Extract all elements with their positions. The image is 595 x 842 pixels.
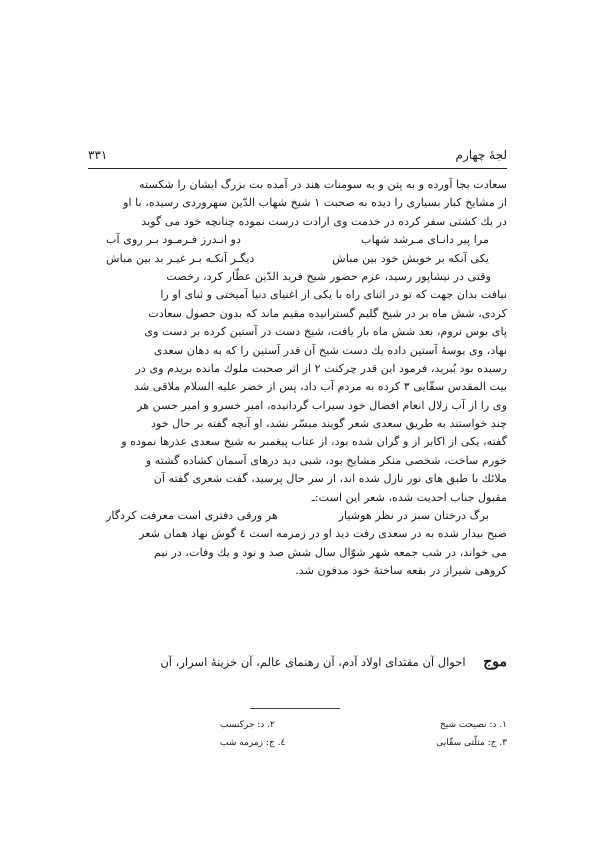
text-line: وقتی در نیشاپور رسید، عزم حضور شیخ فرید الدّین عطّار کرد، رخصت (166, 269, 491, 283)
text-line: چند خواستند به طریق سعدی شعر گویند میسّر نشد، او آنچه گفته بر حال خود (150, 417, 507, 431)
text-line: پای بوس نروم، بعد شش ماه بار یافت، شیخ دست در آستین کرده بر دست وی (144, 325, 507, 339)
hemistich-left: هر ورقی دفتری است معرفت کردگار (106, 509, 278, 523)
running-header (88, 148, 507, 164)
text-line: نیافت بدان جهت که تو در اثنای راه با یکی از اغنیای دنیا آمیختی و ثنای او را (160, 288, 507, 302)
footnote-row (220, 734, 507, 752)
text-line: از مشایخ کبار بسیاری را دیده به صحبت ۱ شیخ شهاب الدّین سهروردی رسیده، با او (123, 196, 507, 210)
text-line: خورم ساخت، شخصی منکر مشایخ بود، شبی دید درهای آسمان کشاده گشته و (145, 453, 507, 467)
text-line: مقبول جناب احدیت شده، شعر این است:ـ (311, 490, 507, 504)
text-line: ملائك با طبق های نور نازل شده اند، از سر حال پرسید، گفت شعری گفته آن (153, 472, 507, 486)
section-label: موج (483, 654, 507, 670)
text-line: کروهی شیراز در بقعه ساختهٔ خود مدفون شد. (295, 564, 507, 578)
text-line: صبح بیدار شده به در سعدی رفت دید او در زمزمه است ٤ گوش نهاد همان شعر (139, 527, 507, 541)
header-rule (88, 168, 507, 169)
footnote: ۳. ج: مثلّثی سقّایی (436, 738, 507, 748)
verse-couplet (88, 231, 507, 249)
footnote: ٤. ج: زمزمه شب (220, 738, 286, 748)
text-line: کردی، شش ماه بر در شیخ گلیم گسترانیده مقیم ماند که بدون حصول سعادت (148, 306, 507, 320)
footnote: ۲. د: جرکنسب (220, 720, 275, 730)
text-line: سعادت بجا آورده و به پتن و به سومنات هند در آمده بت بزرگ ایشان را شکسته (138, 178, 507, 191)
text-line: بیت المقدس سقّایی ۳ کرده به مردم آب داد، پس از خضر علیه السلام ملاقی شد (134, 380, 507, 394)
text-line: می خواند، در شب جمعه شهر شوّال سال شش صد و نود و یك وفات، در نیم (154, 545, 507, 559)
footnote-row (220, 716, 507, 734)
footnotes (220, 716, 507, 752)
section-heading-row (88, 654, 507, 676)
text-line: در یك کشتی سفر کرده در خدمت وی ارادت درست نموده چنانچه خود می گوید (141, 214, 507, 228)
hemistich-right: یکی آنکه بر خویش خود بین مباش (332, 251, 489, 265)
hemistich-right: مرا پیر دانـای مـرشد شهاب (361, 233, 489, 247)
footnote: ۱. د: نصیحت شیخ (439, 720, 507, 730)
verse-couplet (88, 507, 507, 525)
main-text (88, 176, 507, 581)
chapter-title: لجهٔ چهارم (455, 148, 507, 162)
section-text: احوال آن مقتدای اولاد آدم، آن رهنمای عالم، آن خزینهٔ اسرار، آن (160, 655, 466, 669)
hemistich-left: دو انـدرز فـرمـود بـر روی آب (106, 233, 241, 247)
text-line: نهاد، وی بوسهٔ آستین داده یك دست شیخ آن قدر آستین را که به دهان سعدی (153, 343, 507, 357)
verse-couplet (88, 250, 507, 268)
text-line: گفته، یکی از اکابر از و گران شده بود، از عتاب پیغمبر به شیخ سعدی عذرها نموده و (121, 435, 507, 449)
hemistich-left: دیگـر آنکـه بـر غیـر بد بین مباش (106, 251, 255, 265)
page-number: ۳۳۱ (88, 148, 108, 162)
hemistich-right: برگ درختان سبز در نظر هوشیار (338, 509, 489, 523)
text-line: وی را از آب زلال انعام افضال خود سیراب گردانیده، امیر خسرو و امیر حسن هر (136, 398, 507, 412)
footnote-rule (250, 708, 340, 709)
text-line: رسیده بود بُبرید، فرمود این قدر چرکنت ۲ از اثر صحبت ملوك مانده بریدم وی در (135, 361, 507, 375)
